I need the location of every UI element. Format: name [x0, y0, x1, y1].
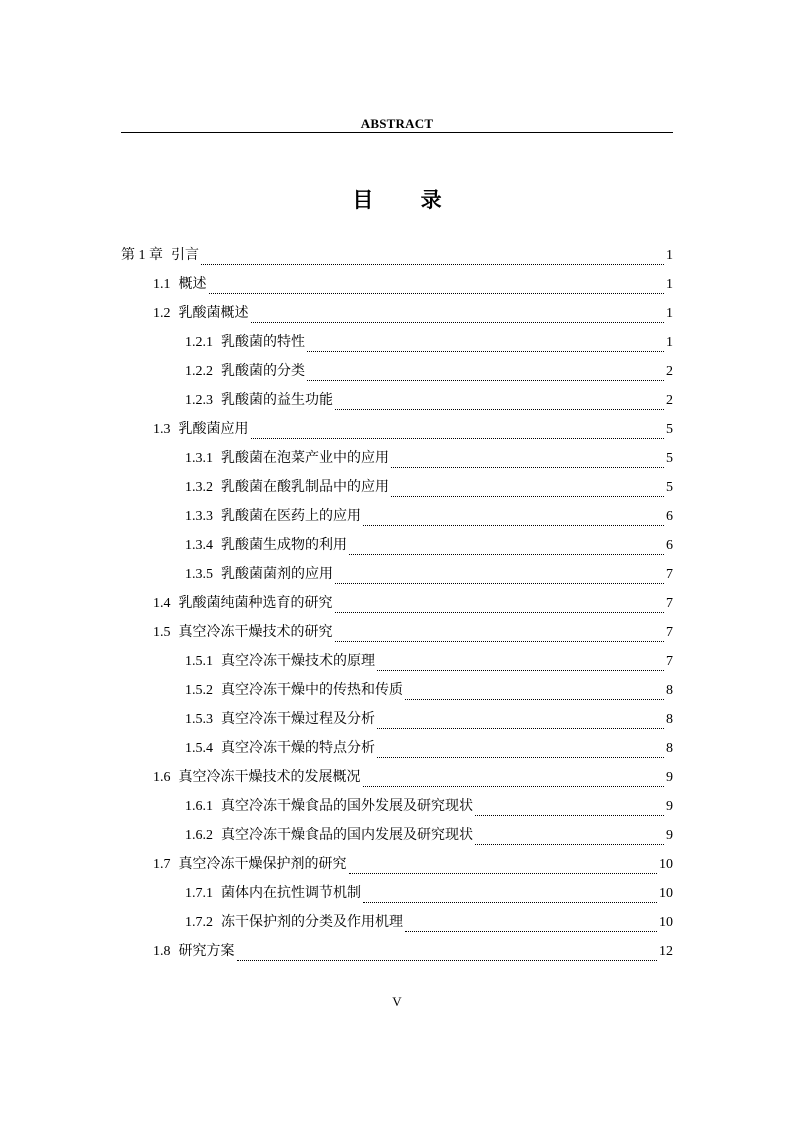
toc-entry-title: 引言 — [171, 247, 199, 263]
toc-entry-number: 1.2 — [153, 306, 171, 321]
toc-entry-page: 2 — [666, 393, 673, 408]
toc-entry[interactable] — [121, 272, 673, 301]
toc-dot-leader — [251, 438, 665, 439]
toc-dot-leader — [377, 670, 664, 671]
toc-entry[interactable] — [121, 794, 673, 823]
toc-entry[interactable] — [121, 591, 673, 620]
toc-entry-page: 10 — [659, 857, 673, 872]
toc-entry-page: 6 — [666, 538, 673, 553]
toc-entry-title: 真空冷冻干燥食品的国内发展及研究现状 — [221, 827, 473, 843]
toc-entry-number: 1.2.1 — [185, 335, 213, 350]
toc-entry-page: 10 — [659, 915, 673, 930]
toc-entry[interactable] — [121, 765, 673, 794]
toc-dot-leader — [363, 525, 664, 526]
toc-dot-leader — [377, 728, 664, 729]
toc-entry-page: 7 — [666, 654, 673, 669]
toc-entry[interactable] — [121, 823, 673, 852]
toc-entry-number: 1.2.3 — [185, 393, 213, 408]
header-rule — [121, 132, 673, 133]
toc-dot-leader — [405, 931, 657, 932]
toc-dot-leader — [363, 902, 657, 903]
toc-entry-page: 1 — [666, 248, 673, 263]
toc-entry-number: 第 1 章 — [121, 248, 163, 263]
toc-entry-number: 1.6.1 — [185, 799, 213, 814]
toc-entry-title: 研究方案 — [178, 943, 235, 959]
toc-entry-number: 1.3.3 — [185, 509, 213, 524]
toc-entry-title: 真空冷冻干燥食品的国外发展及研究现状 — [221, 798, 473, 814]
toc-dot-leader — [391, 496, 664, 497]
toc-title: 目 录 — [352, 187, 462, 212]
toc-entry-title: 乳酸菌在酸乳制品中的应用 — [221, 479, 389, 495]
toc-dot-leader — [475, 844, 664, 845]
toc-dot-leader — [335, 612, 665, 613]
toc-entry-page: 8 — [666, 683, 673, 698]
toc-dot-leader — [391, 467, 664, 468]
toc-entry-number: 1.5.1 — [185, 654, 213, 669]
toc-entry-title: 乳酸菌在泡菜产业中的应用 — [221, 450, 389, 466]
toc-dot-leader — [377, 757, 664, 758]
toc-entry-number: 1.5 — [153, 625, 171, 640]
toc-entry-number: 1.6 — [153, 770, 171, 785]
table-of-contents — [121, 243, 673, 968]
toc-entry-number: 1.2.2 — [185, 364, 213, 379]
toc-entry-page: 1 — [666, 277, 673, 292]
toc-entry-page: 7 — [666, 567, 673, 582]
page-number: V — [392, 994, 402, 1009]
toc-entry-title: 乳酸菌菌剂的应用 — [221, 566, 333, 582]
toc-entry[interactable] — [121, 504, 673, 533]
toc-entry-number: 1.3.2 — [185, 480, 213, 495]
toc-entry-title: 乳酸菌概述 — [178, 305, 249, 321]
toc-entry[interactable] — [121, 562, 673, 591]
toc-entry-page: 9 — [666, 770, 673, 785]
toc-entry-page: 8 — [666, 741, 673, 756]
toc-entry-page: 9 — [666, 799, 673, 814]
toc-entry-page: 12 — [659, 944, 673, 959]
toc-entry-title: 真空冷冻干燥技术的研究 — [178, 624, 333, 640]
toc-entry[interactable] — [121, 649, 673, 678]
toc-dot-leader — [349, 554, 664, 555]
toc-entry[interactable] — [121, 475, 673, 504]
toc-entry-page: 5 — [666, 480, 673, 495]
toc-dot-leader — [307, 351, 664, 352]
toc-entry[interactable] — [121, 388, 673, 417]
toc-dot-leader — [405, 699, 664, 700]
toc-entry-page: 1 — [666, 306, 673, 321]
toc-entry-title: 真空冷冻干燥技术的发展概况 — [178, 769, 361, 785]
toc-entry-title: 概述 — [178, 276, 207, 292]
toc-entry-title: 真空冷冻干燥技术的原理 — [221, 653, 375, 669]
toc-entry-title: 乳酸菌的分类 — [221, 363, 305, 379]
toc-entry-number: 1.6.2 — [185, 828, 213, 843]
toc-entry-title: 乳酸菌在医药上的应用 — [221, 508, 361, 524]
toc-entry-title: 真空冷冻干燥过程及分析 — [221, 711, 375, 727]
toc-entry[interactable] — [121, 359, 673, 388]
toc-entry-title: 乳酸菌应用 — [178, 421, 249, 437]
toc-entry-number: 1.3.1 — [185, 451, 213, 466]
toc-entry-page: 1 — [666, 335, 673, 350]
toc-dot-leader — [201, 264, 664, 265]
toc-entry-number: 1.3 — [153, 422, 171, 437]
toc-entry-number: 1.8 — [153, 944, 171, 959]
toc-entry-page: 5 — [666, 422, 673, 437]
toc-entry[interactable] — [121, 736, 673, 765]
toc-entry-title: 乳酸菌纯菌种选育的研究 — [178, 595, 333, 611]
toc-entry[interactable] — [121, 446, 673, 475]
toc-entry-number: 1.7.1 — [185, 886, 213, 901]
toc-dot-leader — [209, 293, 665, 294]
toc-entry-title: 乳酸菌生成物的利用 — [221, 537, 347, 553]
toc-entry[interactable] — [121, 678, 673, 707]
toc-entry[interactable] — [121, 417, 673, 446]
toc-entry-page: 2 — [666, 364, 673, 379]
toc-entry-page: 7 — [666, 625, 673, 640]
toc-entry-page: 5 — [666, 451, 673, 466]
toc-entry[interactable] — [121, 301, 673, 330]
toc-entry-page: 8 — [666, 712, 673, 727]
toc-entry-number: 1.5.2 — [185, 683, 213, 698]
toc-entry[interactable] — [121, 707, 673, 736]
toc-entry-title: 冻干保护剂的分类及作用机理 — [221, 914, 403, 930]
toc-entry[interactable] — [121, 620, 673, 649]
toc-dot-leader — [335, 641, 665, 642]
toc-entry[interactable] — [121, 939, 673, 968]
toc-dot-leader — [307, 380, 664, 381]
toc-entry[interactable] — [121, 243, 673, 272]
toc-entry-number: 1.7.2 — [185, 915, 213, 930]
toc-entry[interactable] — [121, 881, 673, 910]
toc-entry-title: 真空冷冻干燥的特点分析 — [221, 740, 375, 756]
toc-entry-title: 乳酸菌的益生功能 — [221, 392, 333, 408]
toc-entry-number: 1.4 — [153, 596, 171, 611]
toc-dot-leader — [335, 409, 664, 410]
toc-entry[interactable] — [121, 533, 673, 562]
toc-dot-leader — [251, 322, 665, 323]
toc-dot-leader — [335, 583, 664, 584]
toc-entry-title: 菌体内在抗性调节机制 — [221, 885, 361, 901]
toc-entry[interactable] — [121, 910, 673, 939]
toc-entry-number: 1.5.4 — [185, 741, 213, 756]
toc-dot-leader — [349, 873, 658, 874]
toc-entry-number: 1.5.3 — [185, 712, 213, 727]
toc-entry[interactable] — [121, 852, 673, 881]
toc-entry-page: 10 — [659, 886, 673, 901]
toc-entry-title: 乳酸菌的特性 — [221, 334, 305, 350]
toc-entry-page: 7 — [666, 596, 673, 611]
toc-entry-page: 9 — [666, 828, 673, 843]
running-header: ABSTRACT — [360, 116, 434, 131]
toc-entry-page: 6 — [666, 509, 673, 524]
toc-dot-leader — [363, 786, 665, 787]
toc-entry-number: 1.3.4 — [185, 538, 213, 553]
toc-entry-number: 1.7 — [153, 857, 171, 872]
toc-entry-title: 真空冷冻干燥保护剂的研究 — [178, 856, 347, 872]
toc-entry-number: 1.3.5 — [185, 567, 213, 582]
toc-dot-leader — [237, 960, 658, 961]
toc-entry-title: 真空冷冻干燥中的传热和传质 — [221, 682, 403, 698]
toc-entry[interactable] — [121, 330, 673, 359]
toc-entry-number: 1.1 — [153, 277, 171, 292]
toc-dot-leader — [475, 815, 664, 816]
